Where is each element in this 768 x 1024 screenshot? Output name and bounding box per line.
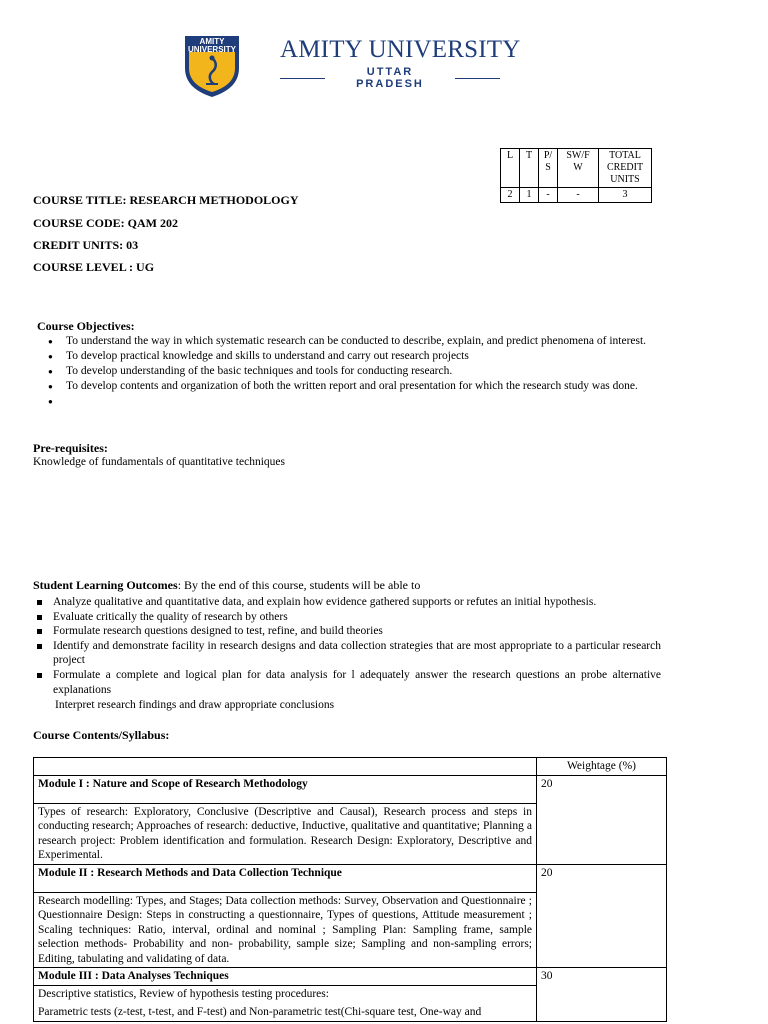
module-title: Module II : Research Methods and Data Collection Technique <box>34 864 537 892</box>
list-item: Identify and demonstrate facility in research designs and data collection strategies that are most appropriate to a particular research project <box>35 639 661 668</box>
outcome-extra: Interpret research findings and draw appropriate conclusions <box>55 699 335 711</box>
state-name: UTTAR PRADESH <box>356 66 424 90</box>
module-weight: 20 <box>537 775 667 864</box>
credit-units: CREDIT UNITS: 03 <box>33 238 139 252</box>
list-item: Formulate a complete and logical plan for data analysis for l adequately answer the research questions an probe alternative explanations <box>35 668 661 697</box>
prerequisites-text: Knowledge of fundamentals of quantitative techniques <box>33 456 285 468</box>
list-item: ● To develop understanding of the basic techniques and tools for conducting research. <box>48 364 663 379</box>
syllabus-table <box>33 757 667 1022</box>
objectives-list <box>48 334 663 409</box>
list-item: Analyze qualitative and quantitative data, and explain how evidence gathered supports or refutes an initial hypothesis. <box>35 595 661 610</box>
header-swfw: SW/F W <box>558 149 599 188</box>
header-ps: P/ S <box>539 149 558 188</box>
table-row <box>34 775 667 803</box>
list-item: ● To develop contents and organization of both the written report and oral presentation for which the research study was done. <box>48 379 663 394</box>
university-logo <box>183 34 241 98</box>
module-content: Parametric tests (z-test, t-test, and F-test) and Non-parametric test(Chi-square test, One-way and <box>34 1002 537 1021</box>
list-item: Formulate research questions designed to test, refine, and build theories <box>35 624 661 639</box>
value-t: 1 <box>520 188 539 203</box>
module-content: Research modelling: Types, and Stages; Data collection methods: Survey, Observation and Questionnaire ; Questionnaire Design: Steps in constructing a questionnaire, Types of questions, Attitude measurement ; Scaling techniques: Ratio, interval, ordinal and nominal ; Sampling Plan: Sampling frame, sample selection methods- Probability and non- probability, sample size; Sampling and non-sampling errors; Editing, tabulating and validating of data. <box>34 892 537 968</box>
university-name: AMITY UNIVERSITY <box>280 36 521 63</box>
objectives-heading: Course Objectives: <box>37 319 135 333</box>
module-weight: 30 <box>537 968 667 1022</box>
value-total: 3 <box>599 188 652 203</box>
outcomes-label: Student Learning Outcomes <box>33 578 178 592</box>
divider <box>280 78 325 79</box>
header-l: L <box>501 149 520 188</box>
table-row <box>34 864 667 892</box>
module-title: Module I : Nature and Scope of Research Methodology <box>34 775 537 803</box>
prerequisites-heading: Pre-requisites: <box>33 441 108 455</box>
table-row <box>34 968 667 986</box>
credit-value-row <box>501 188 652 203</box>
list-item: ● To understand the way in which systematic research can be conducted to describe, explain, and predict phenomena of interest. <box>48 334 663 349</box>
credit-table <box>500 148 652 203</box>
list-item: Evaluate critically the quality of research by others <box>35 610 661 625</box>
value-swfw: - <box>558 188 599 203</box>
module-title: Module III : Data Analyses Techniques <box>34 968 537 986</box>
credit-header-row <box>501 149 652 188</box>
table-row <box>34 758 667 776</box>
weightage-header: Weightage (%) <box>537 758 667 776</box>
value-ps: - <box>539 188 558 203</box>
list-item: ● To develop practical knowledge and skills to understand and carry out research projects <box>48 349 663 364</box>
course-title: COURSE TITLE: RESEARCH METHODOLOGY <box>33 193 299 207</box>
module-content: Descriptive statistics, Review of hypothesis testing procedures: <box>34 985 537 1002</box>
header-t: T <box>520 149 539 188</box>
learning-outcomes-list <box>35 595 661 697</box>
module-content: Types of research: Exploratory, Conclusive (Descriptive and Causal), Research process and steps in conducting research; Approaches of research: deductive, Inductive, qualitative and quantitative; Planning a research project: Problem identification and formulation. Research Design: Exploratory, Descriptive and Experimental. <box>34 803 537 864</box>
outcomes-intro: : By the end of this course, students will be able to <box>177 578 421 592</box>
divider <box>455 78 500 79</box>
course-level: COURSE LEVEL : UG <box>33 260 155 274</box>
course-code: COURSE CODE: QAM 202 <box>33 216 179 230</box>
brand-subtitle <box>280 66 500 90</box>
table-cell <box>34 758 537 776</box>
syllabus-heading: Course Contents/Syllabus: <box>33 728 170 742</box>
module-weight: 20 <box>537 864 667 968</box>
logo-text: AMITY UNIVERSITY <box>187 37 236 54</box>
learning-outcomes-heading <box>33 578 420 593</box>
header-total: TOTAL CREDIT UNITS <box>599 149 652 188</box>
brand-block <box>280 36 521 90</box>
list-item <box>48 394 663 409</box>
value-l: 2 <box>501 188 520 203</box>
